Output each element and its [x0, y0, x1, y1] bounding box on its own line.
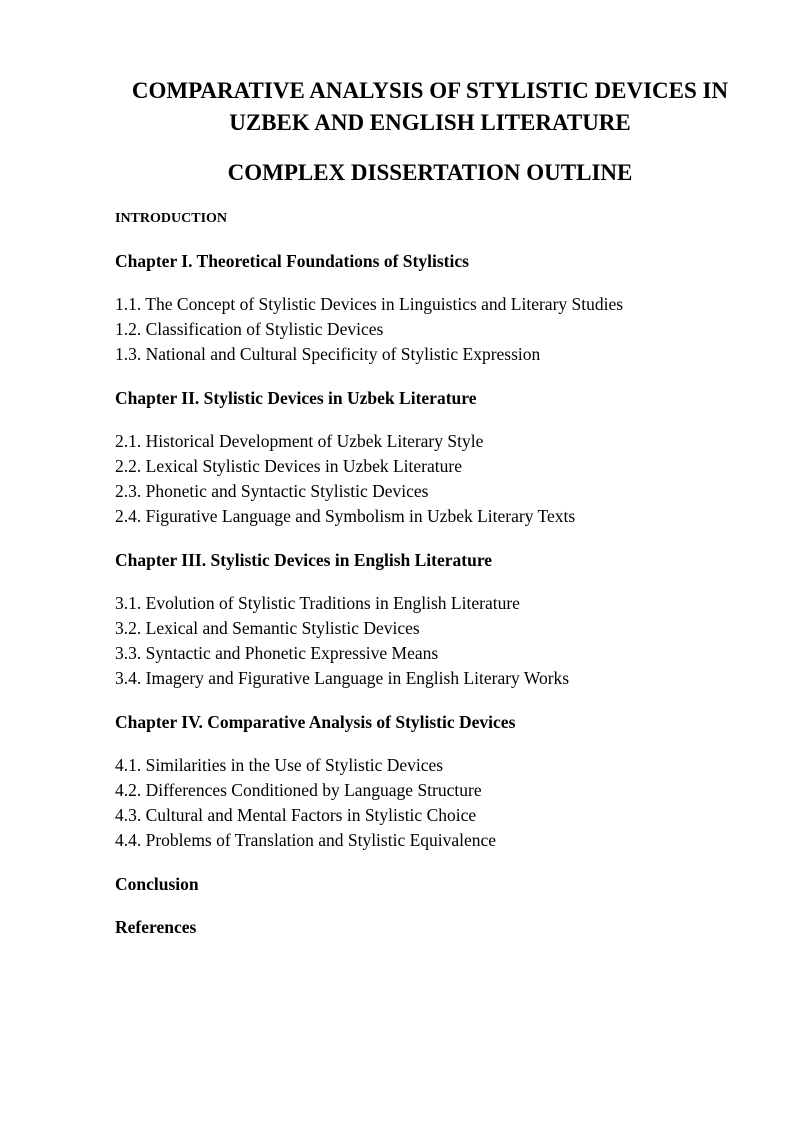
- list-item: 3.3. Syntactic and Phonetic Expressive Means: [115, 643, 439, 663]
- list-item: 2.2. Lexical Stylistic Devices in Uzbek Literature: [115, 456, 462, 476]
- document-subtitle: COMPLEX DISSERTATION OUTLINE: [227, 160, 633, 185]
- document-title-text: COMPARATIVE ANALYSIS OF STYLISTIC DEVICES IN UZBEK AND ENGLISH LITERATURE: [131, 78, 729, 135]
- chapter-1-heading: Chapter I. Theoretical Foundations of Stylistics: [115, 251, 469, 271]
- list-item: 4.3. Cultural and Mental Factors in Stylistic Choice: [115, 805, 477, 825]
- chapter-2-heading: Chapter II. Stylistic Devices in Uzbek Literature: [115, 388, 477, 408]
- list-item: 2.4. Figurative Language and Symbolism in Uzbek Literary Texts: [115, 506, 576, 526]
- chapter-2-items: [115, 429, 575, 529]
- chapter-4-heading: Chapter IV. Comparative Analysis of Stylistic Devices: [115, 712, 516, 732]
- list-item: 4.1. Similarities in the Use of Stylistic Devices: [115, 755, 444, 775]
- document-title: [100, 75, 760, 139]
- conclusion-heading: Conclusion: [115, 874, 199, 894]
- list-item: 3.1. Evolution of Stylistic Traditions in English Literature: [115, 593, 520, 613]
- introduction-heading: INTRODUCTION: [115, 211, 228, 226]
- list-item: 3.4. Imagery and Figurative Language in English Literary Works: [115, 668, 570, 688]
- list-item: 1.1. The Concept of Stylistic Devices in Linguistics and Literary Studies: [115, 294, 624, 314]
- list-item: 2.3. Phonetic and Syntactic Stylistic Devices: [115, 481, 429, 501]
- chapter-1-items: [115, 292, 623, 367]
- chapter-3-heading: Chapter III. Stylistic Devices in English Literature: [115, 550, 493, 570]
- list-item: 4.2. Differences Conditioned by Language Structure: [115, 780, 482, 800]
- list-item: 1.3. National and Cultural Specificity of Stylistic Expression: [115, 344, 541, 364]
- chapter-4-items: [115, 753, 496, 853]
- list-item: 2.1. Historical Development of Uzbek Literary Style: [115, 431, 484, 451]
- list-item: 4.4. Problems of Translation and Stylistic Equivalence: [115, 830, 497, 850]
- list-item: 3.2. Lexical and Semantic Stylistic Devices: [115, 618, 420, 638]
- references-heading: References: [115, 917, 197, 937]
- chapter-3-items: [115, 591, 569, 691]
- list-item: 1.2. Classification of Stylistic Devices: [115, 319, 384, 339]
